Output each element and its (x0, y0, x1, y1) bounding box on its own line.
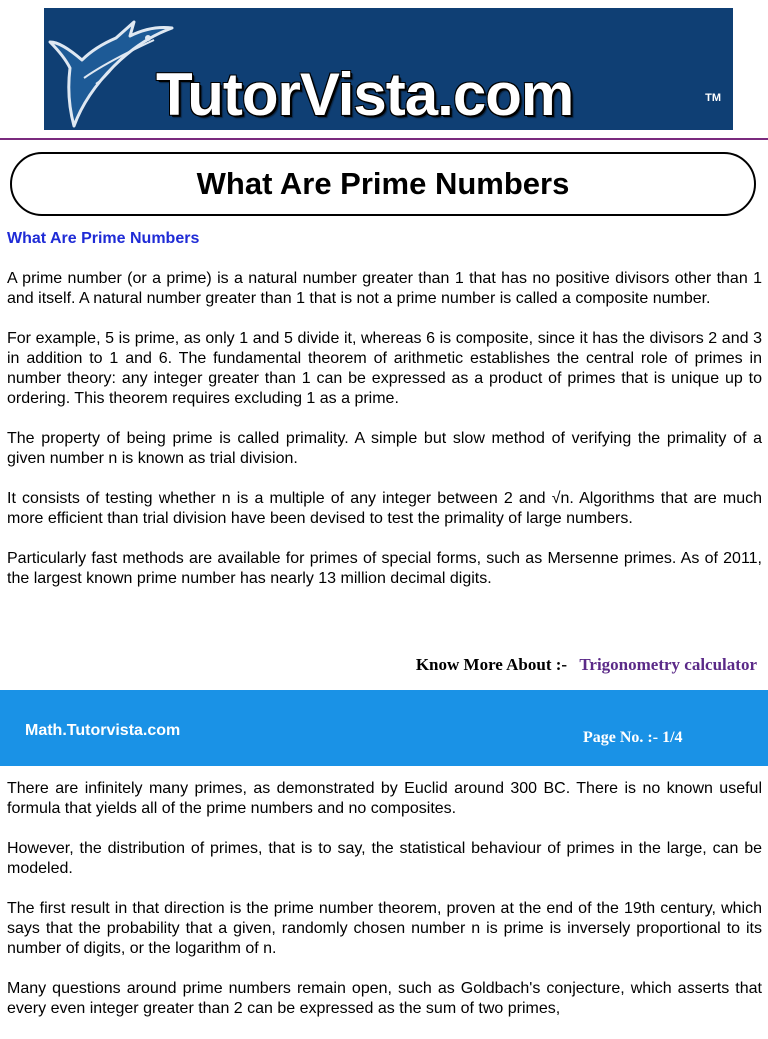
page-title: What Are Prime Numbers (196, 166, 570, 201)
tutorvista-logo (44, 8, 733, 130)
paragraph: Particularly fast methods are available for primes of special forms, such as Mersenne primes. As of 2011, the largest known prime number has nearly 13 million decimal digits. (7, 550, 762, 587)
paragraph: However, the distribution of primes, that is to say, the statistical behaviour of primes in the large, can be modeled. (7, 840, 762, 877)
page-footer (0, 690, 768, 766)
know-more-link[interactable]: Trigonometry calculator (579, 655, 757, 674)
paragraph: Many questions around prime numbers remain open, such as Goldbach's conjecture, which asserts that every even integer greater than 2 can be expressed as the sum of two primes, (7, 980, 762, 1017)
paragraph: It consists of testing whether n is a multiple of any integer between 2 and √n. Algorithms that are much more efficient than trial division have been devised to test the primality of large numbers. (7, 490, 762, 527)
logo-wordmark: TutorVista.com (156, 61, 574, 128)
section-heading: What Are Prime Numbers (7, 230, 200, 247)
header-divider (0, 138, 768, 140)
paragraph: There are infinitely many primes, as demonstrated by Euclid around 300 BC. There is no known useful formula that yields all of the prime numbers and no composites. (7, 780, 762, 817)
title-banner (10, 152, 756, 216)
footer-site-name: Math.Tutorvista.com (25, 722, 181, 739)
paragraph: A prime number (or a prime) is a natural number greater than 1 that has no positive divisors other than 1 and itself. A natural number greater than 1 that is not a prime number is called a composite number. (7, 270, 762, 307)
know-more-line (416, 654, 757, 676)
paragraph: The first result in that direction is the prime number theorem, proven at the end of the 19th century, which says that the probability that a given, randomly chosen number n is prime is inversely proportional to its number of digits, or the logarithm of n. (7, 900, 762, 957)
page-number: Page No. :- 1/4 (583, 729, 683, 746)
paragraph: The property of being prime is called primality. A simple but slow method of verifying the primality of a given number n is known as trial division. (7, 430, 762, 467)
body-text-page-2 (7, 779, 762, 1039)
trademark-mark: TM (705, 92, 721, 104)
body-text-page-1 (7, 269, 762, 609)
paragraph: For example, 5 is prime, as only 1 and 5 divide it, whereas 6 is composite, since it has the divisors 2 and 3 in addition to 1 and 6. The fundamental theorem of arithmetic establishes the central role of primes in number theory: any integer greater than 1 can be expressed as a product of primes that is unique up to ordering. This theorem requires excluding 1 as a prime. (7, 330, 762, 407)
know-more-label: Know More About :- (415, 655, 568, 674)
